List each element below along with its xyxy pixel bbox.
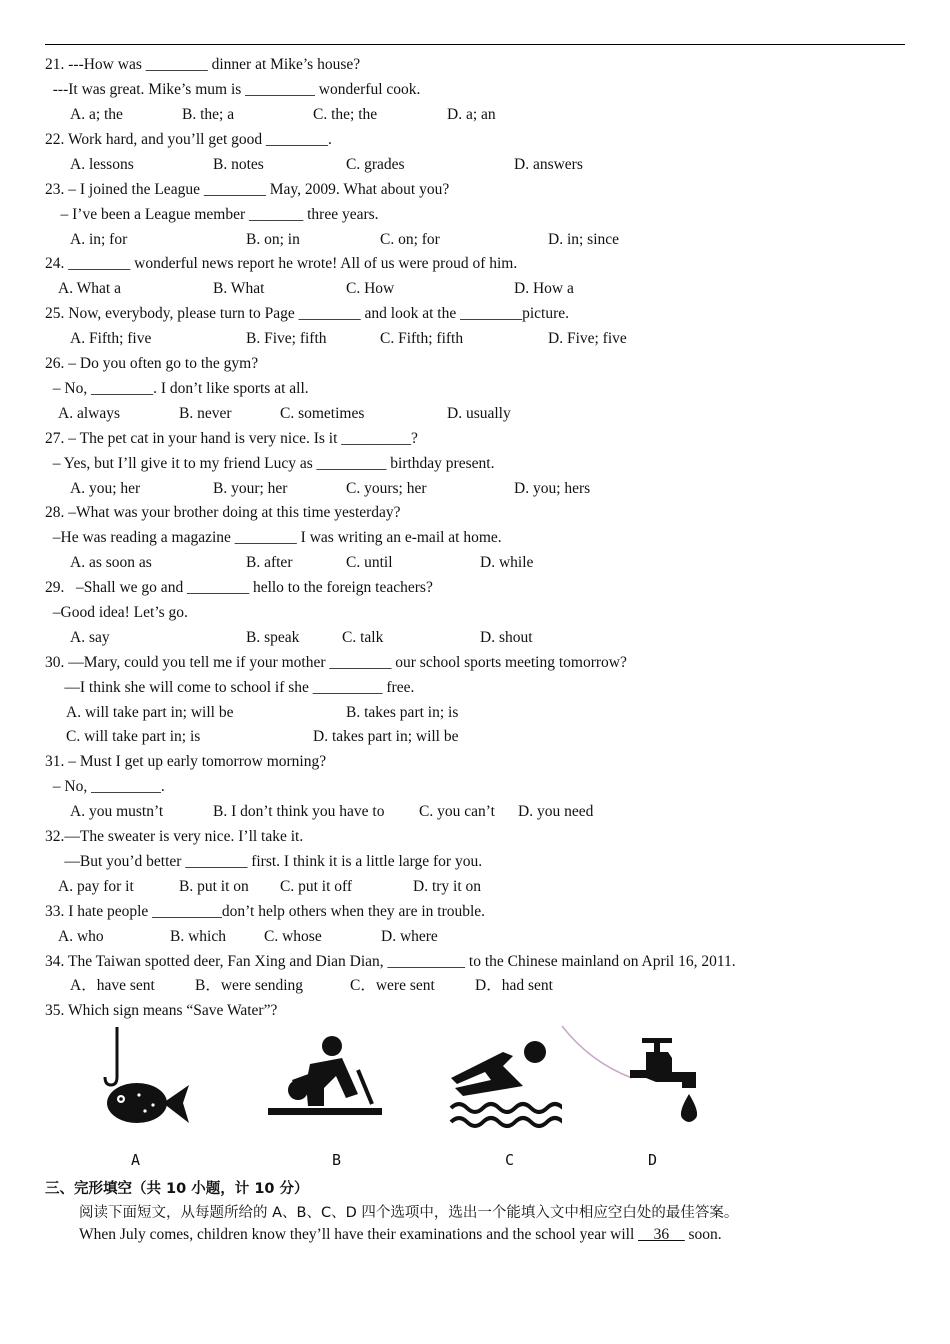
option-29-a[interactable]: A. say: [70, 629, 110, 646]
option-34-a[interactable]: A．have sent: [70, 977, 155, 994]
option-32-b[interactable]: B. put it on: [179, 878, 249, 895]
swimming-icon[interactable]: [447, 1032, 562, 1132]
option-22-b[interactable]: B. notes: [213, 156, 264, 173]
option-26-a[interactable]: A. always: [58, 405, 120, 422]
option-30-c[interactable]: C. will take part in; is: [66, 728, 201, 745]
option-33-b[interactable]: B. which: [170, 928, 226, 945]
question-32-line-2: —But you’d better ________ first. I think it is a little large for you.: [45, 853, 483, 870]
option-32-a[interactable]: A. pay for it: [58, 878, 134, 895]
option-34-b[interactable]: B．were sending: [195, 977, 304, 994]
sign-label-c[interactable]: C: [505, 1151, 515, 1169]
option-23-b[interactable]: B. on; in: [246, 231, 300, 248]
section-3-instruction: 阅读下面短文，从每题所给的 A、B、C、D 四个选项中，选出一个能填入文中相应空白处的最佳答案。: [79, 1205, 739, 1221]
option-26-c[interactable]: C. sometimes: [280, 405, 365, 422]
option-28-c[interactable]: C. until: [346, 554, 393, 571]
question-28-line-2: –He was reading a magazine ________ I was writing an e-mail at home.: [45, 529, 502, 546]
option-21-c[interactable]: C. the; the: [313, 106, 378, 123]
option-22-c[interactable]: C. grades: [346, 156, 405, 173]
question-23-line-2: – I’ve been a League member _______ three years.: [45, 206, 379, 223]
fish-hook-icon[interactable]: [55, 1025, 205, 1135]
option-22-a[interactable]: A. lessons: [70, 156, 134, 173]
sign-label-b[interactable]: B: [332, 1151, 342, 1169]
passage-text-after: soon.: [684, 1226, 722, 1243]
question-21-line-1: 21. ---How was ________ dinner at Mike’s house?: [45, 56, 361, 73]
option-28-b[interactable]: B. after: [246, 554, 293, 571]
sign-label-a[interactable]: A: [131, 1151, 141, 1169]
option-24-b[interactable]: B. What: [213, 280, 265, 297]
option-31-b[interactable]: B. I don’t think you have to: [213, 803, 385, 820]
option-21-b[interactable]: B. the; a: [182, 106, 235, 123]
option-32-d[interactable]: D. try it on: [413, 878, 482, 895]
blank-36[interactable]: __36__: [638, 1226, 685, 1243]
option-33-c[interactable]: C. whose: [264, 928, 322, 945]
question-30-line-2: —I think she will come to school if she _________ free.: [45, 679, 415, 696]
question-31-line-1: 31. – Must I get up early tomorrow morning?: [45, 753, 327, 770]
question-30-line-1: 30. —Mary, could you tell me if your mother ________ our school sports meeting tomorrow?: [45, 654, 627, 671]
question-22-line-1: 22. Work hard, and you’ll get good ________.: [45, 131, 332, 148]
option-23-c[interactable]: C. on; for: [380, 231, 440, 248]
option-26-d[interactable]: D. usually: [447, 405, 511, 422]
option-24-d[interactable]: D. How a: [514, 280, 574, 297]
option-31-d[interactable]: D. you need: [518, 803, 594, 820]
option-21-d[interactable]: D. a; an: [447, 106, 496, 123]
option-23-d[interactable]: D. in; since: [548, 231, 620, 248]
option-29-b[interactable]: B. speak: [246, 629, 300, 646]
option-23-a[interactable]: A. in; for: [70, 231, 128, 248]
question-28-line-1: 28. –What was your brother doing at this time yesterday?: [45, 504, 401, 521]
option-25-b[interactable]: B. Five; fifth: [246, 330, 327, 347]
top-rule: [45, 44, 905, 45]
rowing-icon[interactable]: [262, 1030, 387, 1125]
option-22-d[interactable]: D. answers: [514, 156, 583, 173]
option-34-d[interactable]: D．had sent: [475, 977, 553, 994]
question-26-line-2: – No, ________. I don’t like sports at all.: [45, 380, 309, 397]
question-23-line-1: 23. – I joined the League ________ May, 2009. What about you?: [45, 181, 450, 198]
question-27-line-2: – Yes, but I’ll give it to my friend Lucy as _________ birthday present.: [45, 455, 495, 472]
option-32-c[interactable]: C. put it off: [280, 878, 353, 895]
question-34-line-1: 34. The Taiwan spotted deer, Fan Xing and Dian Dian, __________ to the Chinese mainland on April 16, 2011.: [45, 953, 736, 970]
option-24-a[interactable]: A. What a: [58, 280, 121, 297]
option-30-b[interactable]: B. takes part in; is: [346, 704, 459, 721]
option-25-a[interactable]: A. Fifth; five: [70, 330, 152, 347]
question-35-line-1: 35. Which sign means “Save Water”?: [45, 1002, 278, 1019]
question-25-line-1: 25. Now, everybody, please turn to Page ________ and look at the ________picture.: [45, 305, 570, 322]
option-34-c[interactable]: C．were sent: [350, 977, 435, 994]
option-24-c[interactable]: C. How: [346, 280, 395, 297]
option-30-a[interactable]: A. will take part in; will be: [66, 704, 234, 721]
option-28-d[interactable]: D. while: [480, 554, 534, 571]
option-27-b[interactable]: B. your; her: [213, 480, 288, 497]
question-32-line-1: 32.—The sweater is very nice. I’ll take it.: [45, 828, 304, 845]
question-33-line-1: 33. I hate people _________don’t help others when they are in trouble.: [45, 903, 486, 920]
option-27-d[interactable]: D. you; hers: [514, 480, 591, 497]
question-24-line-1: 24. ________ wonderful news report he wrote! All of us were proud of him.: [45, 255, 518, 272]
option-33-a[interactable]: A. who: [58, 928, 104, 945]
option-29-c[interactable]: C. talk: [342, 629, 384, 646]
option-25-c[interactable]: C. Fifth; fifth: [380, 330, 464, 347]
option-27-a[interactable]: A. you; her: [70, 480, 141, 497]
section-3-passage: [79, 1225, 722, 1245]
option-21-a[interactable]: A. a; the: [70, 106, 123, 123]
sign-label-d[interactable]: D: [648, 1151, 658, 1169]
question-29-line-1: 29. –Shall we go and ________ hello to the foreign teachers?: [45, 579, 433, 596]
question-21-line-2: ---It was great. Mike’s mum is _________ wonderful cook.: [45, 81, 421, 98]
question-26-line-1: 26. – Do you often go to the gym?: [45, 355, 259, 372]
question-27-line-1: 27. – The pet cat in your hand is very nice. Is it _________?: [45, 430, 418, 447]
question-29-line-2: –Good idea! Let’s go.: [45, 604, 188, 621]
option-28-a[interactable]: A. as soon as: [70, 554, 152, 571]
section-3-heading: 三、完形填空（共 10 小题，计 10 分）: [45, 1181, 309, 1197]
tap-water-icon[interactable]: [560, 1022, 710, 1134]
question-31-line-2: – No, _________.: [45, 778, 165, 795]
option-31-c[interactable]: C. you can’t: [419, 803, 495, 820]
option-26-b[interactable]: B. never: [179, 405, 232, 422]
option-30-d[interactable]: D. takes part in; will be: [313, 728, 459, 745]
option-25-d[interactable]: D. Five; five: [548, 330, 627, 347]
option-31-a[interactable]: A. you mustn’t: [70, 803, 164, 820]
option-27-c[interactable]: C. yours; her: [346, 480, 427, 497]
option-33-d[interactable]: D. where: [381, 928, 438, 945]
passage-text-before: When July comes, children know they’ll have their examinations and the school year will: [79, 1226, 639, 1243]
option-29-d[interactable]: D. shout: [480, 629, 533, 646]
